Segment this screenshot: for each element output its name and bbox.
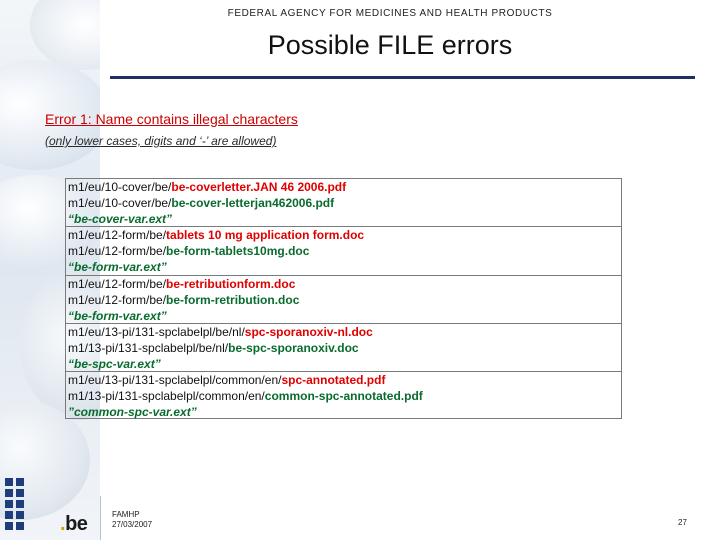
file-folder-path: m1/13-pi/131-spclabelpl/common/en/	[68, 389, 265, 404]
invalid-file-name: spc-sporanoxiv-nl.doc	[244, 324, 373, 339]
file-folder-path: m1/eu/10-cover/be/	[68, 196, 172, 211]
agency-name: FEDERAL AGENCY FOR MEDICINES AND HEALTH PRODUCTS	[227, 8, 553, 19]
invalid-file-name: spc-annotated.pdf	[281, 373, 386, 388]
naming-pattern: “be-cover-var.ext”	[68, 212, 173, 227]
file-folder-path: m1/eu/12-form/be/	[68, 276, 167, 291]
footer-org: FAMHP	[112, 510, 140, 519]
be-logo: .be	[60, 513, 88, 535]
file-folder-path: m1/eu/13-pi/131-spclabelpl/common/en/	[68, 373, 282, 388]
file-path-row	[66, 195, 621, 211]
naming-pattern-row	[66, 356, 621, 372]
footer-info	[112, 510, 152, 530]
naming-pattern: “be-form-var.ext”	[68, 308, 167, 323]
file-path-row	[66, 388, 621, 404]
file-folder-path: m1/eu/13-pi/131-spclabelpl/be/nl/	[68, 324, 245, 339]
naming-pattern: “be-spc-var.ext”	[68, 357, 161, 372]
file-path-row	[66, 340, 621, 356]
title-divider	[110, 76, 695, 79]
file-folder-path: m1/eu/12-form/be/	[68, 228, 167, 243]
file-path-row	[66, 372, 621, 388]
naming-pattern: “be-form-var.ext”	[68, 260, 167, 275]
naming-pattern: ”common-spc-var.ext”	[68, 405, 197, 420]
naming-pattern-row	[66, 211, 621, 227]
file-path-row	[66, 276, 621, 292]
invalid-file-name: tablets 10 mg application form.doc	[166, 228, 365, 243]
invalid-file-name: be-coverletter.JAN 46 2006.pdf	[171, 180, 347, 194]
file-folder-path: m1/eu/12-form/be/	[68, 244, 167, 259]
file-folder-path: m1/13-pi/131-spclabelpl/be/nl/	[68, 340, 229, 355]
footer-divider	[100, 496, 101, 540]
valid-file-name: be-form-retribution.doc	[166, 292, 300, 307]
file-path-row	[66, 227, 621, 243]
naming-pattern-row	[66, 259, 621, 275]
invalid-file-name: be-retributionform.doc	[166, 276, 296, 291]
file-folder-path: m1/eu/10-cover/be/	[68, 180, 172, 194]
naming-pattern-row	[66, 308, 621, 324]
file-path-row	[66, 243, 621, 259]
file-path-row	[66, 179, 621, 195]
page-title: Possible FILE errors	[267, 30, 513, 60]
page-number: 27	[678, 518, 687, 527]
error-heading: Error 1: Name contains illegal characters	[45, 111, 298, 127]
footer-date: 27/03/2007	[112, 520, 153, 529]
error-subheading: (only lower cases, digits and ‘-’ are allowed)	[45, 134, 277, 148]
valid-file-name: be-cover-letterjan462006.pdf	[171, 196, 335, 211]
be-logo-text: be	[65, 513, 88, 535]
valid-file-name: be-form-tablets10mg.doc	[166, 244, 310, 259]
file-path-row	[66, 324, 621, 340]
naming-pattern-row	[66, 404, 621, 420]
valid-file-name: common-spc-annotated.pdf	[264, 389, 423, 404]
valid-file-name: be-spc-sporanoxiv.doc	[228, 340, 359, 355]
file-examples-table	[65, 178, 622, 419]
file-folder-path: m1/eu/12-form/be/	[68, 292, 167, 307]
file-path-row	[66, 292, 621, 308]
